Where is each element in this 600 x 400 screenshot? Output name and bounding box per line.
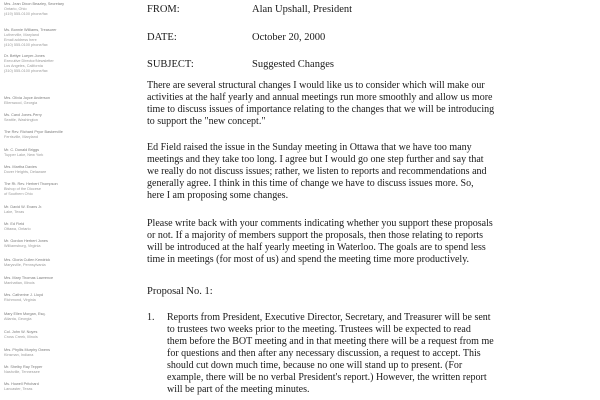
paragraph-3 bbox=[147, 218, 587, 266]
paragraph-line: time to discuss issues of importance relating to the changes that we will be introducing bbox=[147, 104, 495, 115]
trustee-name: Col. John W. Noyes bbox=[4, 330, 38, 334]
trustee-detail: (419) 555-0100 phone/fax bbox=[4, 12, 48, 16]
trustee-name: Mr. C. Donald Briggs bbox=[4, 148, 40, 152]
trustee-name: Dr. Bettye Lueyer-Jones bbox=[4, 54, 45, 58]
item-line: should cut down much time, because no one will stand up to present. (For bbox=[167, 360, 463, 371]
trustee-name: Mrs. Catherine J. Lloyd bbox=[4, 293, 44, 297]
trustee-detail: Ontario, Ohio bbox=[4, 7, 27, 11]
trustee-name: Mr. Shelby Ray Tepper bbox=[4, 365, 43, 369]
trustee-name: Mr. Ed Field bbox=[4, 222, 25, 226]
proposal-item-1 bbox=[167, 312, 587, 396]
item-line: example, there will be no verbal President's report.) However, the written report bbox=[167, 372, 487, 383]
date-label: DATE: bbox=[147, 32, 177, 43]
paragraph-1 bbox=[147, 80, 587, 128]
item-line: will be part of the meeting minutes. bbox=[167, 384, 310, 395]
item-line: Reports from President, Executive Director, Secretary, and Treasurer will be sent bbox=[167, 312, 491, 323]
trustee-name: The Rev. Richard Pryor Baskerville bbox=[4, 130, 63, 134]
trustee-detail: Executive Director/Newsletter bbox=[4, 59, 54, 63]
trustee-detail: Williamsburg, Virginia bbox=[4, 244, 41, 248]
trustee-detail: (310) 555-0100 phone/fax bbox=[4, 69, 48, 73]
trustee-detail: of Southern Ohio bbox=[4, 192, 33, 196]
paragraph-line: we really do not discuss issues; rather, we listen to reports and recommendations and bbox=[147, 166, 487, 177]
trustee-detail: Bishop of the Diocese bbox=[4, 187, 41, 191]
trustee-detail: Kinsman, Indiana bbox=[4, 353, 34, 357]
proposal-heading: Proposal No. 1: bbox=[147, 286, 213, 297]
paragraph-line: to support the "new concept." bbox=[147, 116, 266, 127]
trustee-name: Mrs. Olivia Joyce Anderson bbox=[4, 96, 51, 100]
trustee-name: Mrs. Jean Dixon Beazley, Secretary bbox=[4, 2, 65, 6]
trustee-detail: Atlanta, Georgia bbox=[4, 317, 32, 321]
paragraph-2 bbox=[147, 142, 587, 202]
paragraph-line: activities at the half yearly and annual meetings run more smoothly and allow us more bbox=[147, 92, 493, 103]
trustee-name: The Rt. Rev. Herbert Thompson bbox=[4, 182, 58, 186]
item-line: for questions and then after any necessary discussion, a request to accept. This bbox=[167, 348, 481, 359]
trustee-detail: Ferrisville, Maryland bbox=[4, 135, 38, 139]
trustee-detail: Lancaster, Texas bbox=[4, 387, 33, 391]
trustee-detail: Ellenwood, Georgia bbox=[4, 101, 38, 105]
from-label: FROM: bbox=[147, 4, 180, 15]
trustee-detail: Manhattan, Illinois bbox=[4, 281, 35, 285]
trustee-name: Ms. Howell Pritchard bbox=[4, 382, 39, 386]
paragraph-line: or not. If a majority of members support the proposals, then those relating to reports bbox=[147, 230, 484, 241]
trustee-name: Mary Ellen Morgan, Esq. bbox=[4, 312, 46, 316]
subject-label: SUBJECT: bbox=[147, 59, 194, 70]
trustee-detail: Ottawa, Ontario bbox=[4, 227, 31, 231]
trustee-detail: Nashville, Tennessee bbox=[4, 370, 40, 374]
paragraph-line: meetings and they take too long. I agree but I would go one step further and say that bbox=[147, 154, 484, 165]
trustee-name: Mrs. Gloria Cullen Kendrick bbox=[4, 258, 51, 262]
item-number: 1. bbox=[147, 312, 155, 323]
trustee-detail: Tupper Lake, New York bbox=[4, 153, 44, 157]
trustee-detail: Richmond, Virginia bbox=[4, 298, 36, 302]
item-line: to trustees two weeks prior to the meeting. Trustees will be expected to read bbox=[167, 324, 471, 335]
paragraph-line: Please write back with your comments indicating whether you support these proposals bbox=[147, 218, 493, 229]
trustee-name: Mr. Gordon Herbert Jones bbox=[4, 239, 48, 243]
trustee-detail: Email address here bbox=[4, 38, 37, 42]
paragraph-line: generally agree. I think in this time of change we have to discuss issues more. So, bbox=[147, 178, 474, 189]
trustee-detail: Lake, Texas bbox=[4, 210, 25, 214]
trustee-name: Mrs. Mary Thomas Lawrence bbox=[4, 276, 54, 280]
paragraph-line: time in meetings (for most of us) and spend the meeting time more productively. bbox=[147, 254, 470, 265]
paragraph-line: will be introduced at the half yearly meeting in Waterloo. The goals are to spend less bbox=[147, 242, 486, 253]
paragraph-line: Ed Field raised the issue in the Sunday meeting in Ottawa that we have too many bbox=[147, 142, 472, 153]
trustee-detail: (410) 555-0100 phone/fax bbox=[4, 43, 48, 47]
item-line: them before the BOT meeting and in that meeting there will be a request from me bbox=[167, 336, 494, 347]
trustee-detail: Lutherville, Maryland bbox=[4, 33, 40, 37]
trustee-detail: Marysville, Pennsylvania bbox=[4, 263, 46, 267]
trustee-name: Mrs. Phyllis Murphy Owens bbox=[4, 348, 50, 352]
trustee-detail: Los Angeles, California bbox=[4, 64, 43, 68]
date-value: October 20, 2000 bbox=[252, 32, 326, 43]
trustee-name: Ms. Carol Jones-Perry bbox=[4, 113, 42, 117]
paragraph-line: here I am proposing some changes. bbox=[147, 190, 289, 201]
from-value: Alan Upshall, President bbox=[252, 4, 353, 15]
trustee-name: Mr. David W. Evans Jr. bbox=[4, 205, 43, 209]
trustee-detail: Dover Heights, Delaware bbox=[4, 170, 47, 174]
trustee-detail: Seattle, Washington bbox=[4, 118, 38, 122]
trustee-name: Ms. Bonnie Williams, Treasurer bbox=[4, 28, 57, 32]
paragraph-line: There are several structural changes I would like us to consider which will make our bbox=[147, 80, 485, 91]
subject-value: Suggested Changes bbox=[252, 59, 334, 70]
trustee-name: Mrs. Martha Davies bbox=[4, 165, 37, 169]
trustee-detail: Cross Creek, Illinois bbox=[4, 335, 38, 339]
